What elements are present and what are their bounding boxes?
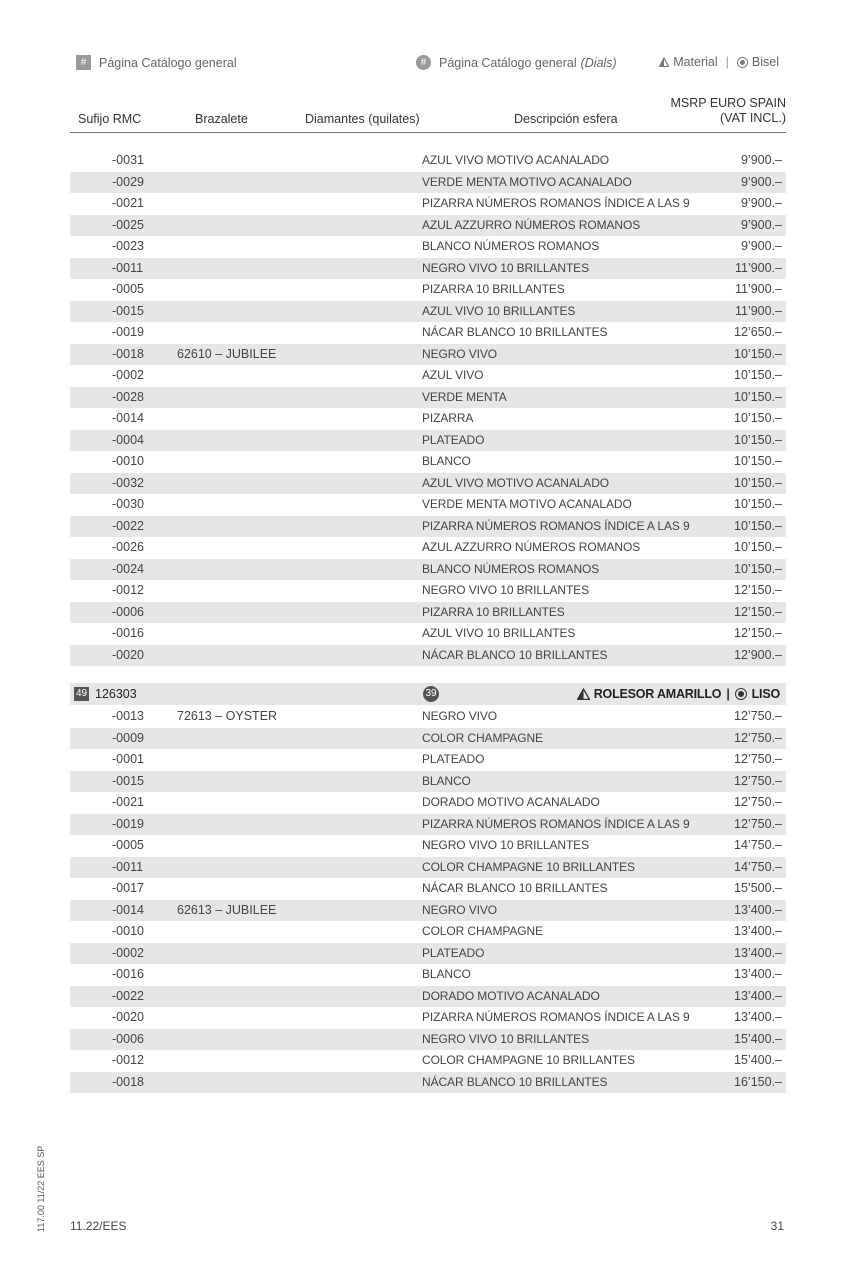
dial-description: COLOR CHAMPAGNE 10 BRILLANTES (422, 859, 635, 874)
rmc-suffix: -0016 (112, 626, 144, 640)
dial-description: AZUL VIVO MOTIVO ACANALADO (422, 153, 609, 167)
price: 9’900.– (740, 217, 782, 232)
table-row (70, 473, 786, 495)
rmc-suffix: -0015 (112, 773, 144, 788)
dial-description: AZUL AZZURRO NÚMEROS ROMANOS (422, 540, 641, 554)
table-row (70, 792, 786, 814)
table-row (70, 602, 786, 624)
bracelet-ref: 62610 – JUBILEE (177, 346, 277, 361)
legend-bar (0, 55, 854, 75)
dial-description: NÁCAR BLANCO 10 BRILLANTES (422, 647, 608, 662)
bezel-circle-icon (735, 688, 747, 700)
price: 13’400.– (734, 902, 782, 917)
table-row (70, 451, 786, 473)
price: 12’750.– (734, 709, 782, 723)
rmc-suffix: -0014 (112, 411, 144, 425)
price: 9’900.– (740, 196, 782, 210)
table-row (70, 771, 786, 793)
rmc-suffix: -0012 (112, 1053, 144, 1067)
price: 12’900.– (734, 647, 782, 662)
rmc-suffix: -0001 (112, 752, 144, 766)
table-header (70, 92, 786, 133)
legend-catalog-page (76, 55, 237, 70)
material-separator: | (726, 687, 730, 701)
price: 10’150.– (734, 411, 782, 425)
page-number: 31 (770, 1219, 784, 1233)
price: 13’400.– (734, 988, 782, 1003)
rmc-suffix: -0026 (112, 540, 144, 554)
dial-description: PIZARRA NÚMEROS ROMANOS ÍNDICE A LAS 9 (422, 1010, 690, 1024)
price: 10’150.– (734, 561, 782, 576)
rmc-suffix: -0029 (112, 174, 144, 189)
price: 9’900.– (740, 174, 782, 189)
table-row (70, 193, 786, 215)
dial-description: AZUL AZZURRO NÚMEROS ROMANOS (422, 217, 641, 232)
dial-description: NEGRO VIVO 10 BRILLANTES (422, 838, 589, 852)
table-row (70, 322, 786, 344)
legend-dials-page-label: Página Catálogo general (439, 55, 577, 70)
legend-dials-suffix: (Dials) (580, 55, 617, 70)
rmc-suffix: -0017 (112, 881, 144, 895)
price: 9’900.– (740, 239, 782, 253)
table-row (70, 365, 786, 387)
rmc-suffix: -0025 (112, 217, 144, 232)
table-row (70, 706, 786, 728)
rmc-suffix: -0028 (112, 389, 144, 404)
rmc-suffix: -0018 (112, 1074, 144, 1089)
rmc-suffix: -0031 (112, 153, 144, 167)
dial-description: PLATEADO (422, 752, 485, 766)
dial-description: PIZARRA NÚMEROS ROMANOS ÍNDICE A LAS 9 (422, 518, 690, 533)
bracelet-ref: 62613 – JUBILEE (177, 902, 277, 917)
table-row (70, 559, 786, 581)
rmc-suffix: -0004 (112, 432, 144, 447)
table-row (70, 516, 786, 538)
price: 11’900.– (734, 260, 782, 275)
dial-description: PIZARRA (422, 411, 474, 425)
rmc-suffix: -0006 (112, 604, 144, 619)
table-row (70, 172, 786, 194)
header-dial: Descripción esfera (514, 112, 618, 126)
legend-catalog-page-label: Página Catálogo general (99, 55, 237, 70)
dial-description: NEGRO VIVO (422, 709, 498, 723)
page-circle-icon: # (416, 55, 431, 70)
table-row (70, 921, 786, 943)
price: 13’400.– (734, 967, 782, 981)
header-suffix: Sufijo RMC (78, 112, 142, 126)
rmc-suffix: -0019 (112, 325, 144, 339)
price: 12’750.– (734, 816, 782, 831)
dial-description: PIZARRA 10 BRILLANTES (422, 604, 565, 619)
table-row (70, 1072, 786, 1094)
table-row (70, 494, 786, 516)
table-row (70, 645, 786, 667)
dial-description: VERDE MENTA MOTIVO ACANALADO (422, 174, 632, 189)
table-row (70, 728, 786, 750)
rmc-suffix: -0020 (112, 647, 144, 662)
table-row (70, 387, 786, 409)
table-row (70, 580, 786, 602)
price: 10’150.– (734, 497, 782, 511)
dial-description: PIZARRA NÚMEROS ROMANOS ÍNDICE A LAS 9 (422, 816, 690, 831)
dial-description: AZUL VIVO 10 BRILLANTES (422, 626, 576, 640)
price: 12’650.– (734, 325, 782, 339)
legend-bezel-label: Bisel (751, 55, 779, 69)
price: 10’150.– (734, 389, 782, 404)
dial-description: VERDE MENTA MOTIVO ACANALADO (422, 497, 632, 511)
rmc-suffix: -0002 (112, 945, 144, 960)
bracelet-ref: 72613 – OYSTER (177, 709, 278, 723)
table-row (70, 814, 786, 836)
rmc-suffix: -0005 (112, 838, 144, 852)
material-triangle-icon (577, 688, 590, 700)
table-row (70, 1007, 786, 1029)
rmc-suffix: -0010 (112, 924, 144, 938)
legend-separator: | (725, 55, 729, 69)
price-table-group-1 (70, 150, 786, 666)
price: 11’900.– (734, 282, 782, 296)
dial-description: AZUL VIVO 10 BRILLANTES (422, 303, 576, 318)
table-row (70, 964, 786, 986)
price: 10’150.– (734, 454, 782, 468)
table-row (70, 215, 786, 237)
price: 14’750.– (734, 859, 782, 874)
rmc-suffix: -0006 (112, 1031, 144, 1046)
rmc-suffix: -0024 (112, 561, 144, 576)
dial-description: PIZARRA 10 BRILLANTES (422, 282, 565, 296)
dial-description: NEGRO VIVO 10 BRILLANTES (422, 583, 589, 597)
price: 16’150.– (734, 1074, 782, 1089)
dial-description: DORADO MOTIVO ACANALADO (422, 795, 600, 809)
dial-description: NEGRO VIVO (422, 902, 498, 917)
table-row (70, 301, 786, 323)
rmc-suffix: -0021 (112, 795, 144, 809)
rmc-suffix: -0021 (112, 196, 144, 210)
dial-description: COLOR CHAMPAGNE 10 BRILLANTES (422, 1053, 635, 1067)
table-row (70, 900, 786, 922)
rmc-suffix: -0032 (112, 475, 144, 490)
dial-description: PLATEADO (422, 945, 485, 960)
rmc-suffix: -0002 (112, 368, 144, 382)
price: 13’400.– (734, 924, 782, 938)
rmc-suffix: -0014 (112, 902, 144, 917)
table-row (70, 835, 786, 857)
price: 15’400.– (734, 1053, 782, 1067)
price: 15’400.– (734, 1031, 782, 1046)
rmc-suffix: -0012 (112, 583, 144, 597)
rmc-suffix: -0011 (112, 859, 144, 874)
table-row (70, 258, 786, 280)
table-row (70, 150, 786, 172)
rmc-suffix: -0022 (112, 518, 144, 533)
bezel-name: LISO (751, 687, 780, 701)
dial-description: VERDE MENTA (422, 389, 507, 404)
dial-description: COLOR CHAMPAGNE (422, 730, 543, 745)
table-row (70, 986, 786, 1008)
rmc-suffix: -0013 (112, 709, 144, 723)
rmc-suffix: -0016 (112, 967, 144, 981)
dial-description: BLANCO NÚMEROS ROMANOS (422, 561, 600, 576)
price: 11’900.– (734, 303, 782, 318)
rmc-suffix: -0009 (112, 730, 144, 745)
dial-description: NÁCAR BLANCO 10 BRILLANTES (422, 1074, 608, 1089)
header-diamonds: Diamantes (quilates) (305, 112, 420, 126)
legend-material-label: Material (673, 55, 718, 69)
price: 9’900.– (740, 153, 782, 167)
dial-description: BLANCO (422, 773, 471, 788)
price: 12’750.– (734, 773, 782, 788)
rmc-suffix: -0010 (112, 454, 144, 468)
price: 12’750.– (734, 795, 782, 809)
dial-page-badge: 39 (423, 686, 439, 702)
dial-description: NEGRO VIVO 10 BRILLANTES (422, 260, 589, 275)
price: 10’150.– (734, 432, 782, 447)
rmc-suffix: -0005 (112, 282, 144, 296)
dial-description: NEGRO VIVO 10 BRILLANTES (422, 1031, 589, 1046)
table-row (70, 344, 786, 366)
table-row (70, 857, 786, 879)
table-row (70, 430, 786, 452)
material-bezel-info (577, 683, 780, 705)
price: 10’150.– (734, 475, 782, 490)
header-bracelet: Brazalete (195, 112, 248, 126)
dial-description: PIZARRA NÚMEROS ROMANOS ÍNDICE A LAS 9 (422, 196, 690, 210)
header-msrp-line1: MSRP EURO SPAIN (670, 96, 786, 110)
edition-label: 11.22/EES (70, 1219, 127, 1233)
dial-description: BLANCO (422, 967, 471, 981)
table-row (70, 1029, 786, 1051)
dial-description: PLATEADO (422, 432, 485, 447)
material-triangle-icon (659, 57, 669, 67)
price: 13’400.– (734, 1010, 782, 1024)
dial-description: COLOR CHAMPAGNE (422, 924, 543, 938)
rmc-suffix: -0020 (112, 1010, 144, 1024)
price: 10’150.– (734, 368, 782, 382)
model-section-header (70, 683, 786, 705)
price: 13’400.– (734, 945, 782, 960)
table-row (70, 623, 786, 645)
dial-description: NEGRO VIVO (422, 346, 498, 361)
table-row (70, 537, 786, 559)
table-row (70, 1050, 786, 1072)
rmc-suffix: -0019 (112, 816, 144, 831)
table-row (70, 943, 786, 965)
dial-description: AZUL VIVO (422, 368, 484, 382)
header-msrp (670, 96, 786, 126)
legend-material-bezel (659, 55, 779, 69)
table-row (70, 408, 786, 430)
price: 12’150.– (734, 604, 782, 619)
price: 10’150.– (734, 346, 782, 361)
price: 12’750.– (734, 752, 782, 766)
price: 15’500.– (734, 881, 782, 895)
dial-description: NÁCAR BLANCO 10 BRILLANTES (422, 881, 608, 895)
rmc-suffix: -0030 (112, 497, 144, 511)
rmc-suffix: -0015 (112, 303, 144, 318)
price: 14’750.– (734, 838, 782, 852)
table-row (70, 236, 786, 258)
table-row (70, 878, 786, 900)
price: 10’150.– (734, 540, 782, 554)
price-table-group-2 (70, 706, 786, 1093)
material-name: ROLESOR AMARILLO (593, 687, 722, 701)
dial-description: BLANCO NÚMEROS ROMANOS (422, 239, 600, 253)
table-row (70, 749, 786, 771)
legend-dials-page (416, 55, 617, 70)
header-msrp-line2: (VAT INCL.) (720, 111, 786, 125)
dial-description: NÁCAR BLANCO 10 BRILLANTES (422, 325, 608, 339)
dial-description: DORADO MOTIVO ACANALADO (422, 988, 600, 1003)
catalog-page-badge: 49 (75, 688, 88, 699)
price: 10’150.– (734, 518, 782, 533)
rmc-suffix: -0023 (112, 239, 144, 253)
price: 12’150.– (734, 583, 782, 597)
dial-description: BLANCO (422, 454, 471, 468)
page-square-icon: # (76, 55, 91, 70)
rmc-suffix: -0018 (112, 346, 144, 361)
model-reference: 126303 (95, 687, 137, 701)
price: 12’750.– (734, 730, 782, 745)
table-row (70, 279, 786, 301)
rmc-suffix: -0011 (112, 260, 144, 275)
rmc-suffix: -0022 (112, 988, 144, 1003)
document-code: 117.00 11/22 EES SP (36, 1145, 46, 1232)
bezel-circle-icon (737, 57, 748, 68)
dial-description: AZUL VIVO MOTIVO ACANALADO (422, 475, 609, 490)
price: 12’150.– (734, 626, 782, 640)
